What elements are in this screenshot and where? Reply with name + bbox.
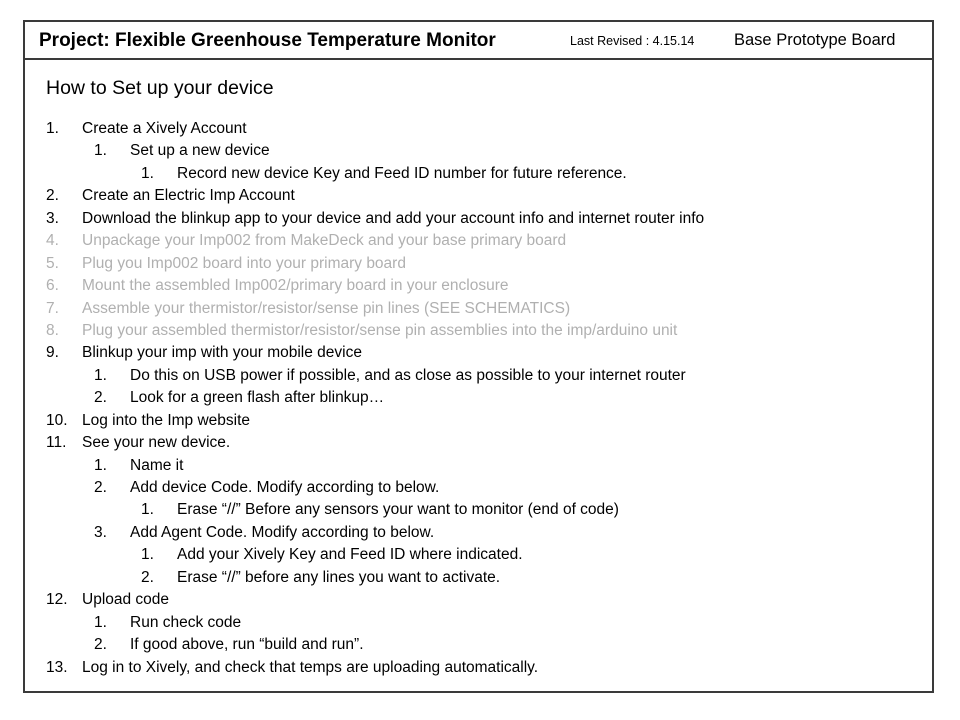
list-item-text: Log in to Xively, and check that temps are uploading automatically. <box>82 658 539 676</box>
list-item-number: 9. <box>46 344 59 362</box>
list-item-text: If good above, run “build and run”. <box>130 636 364 654</box>
list-item-text: Log into the Imp website <box>82 411 251 429</box>
header-bar <box>25 22 932 60</box>
list-item-number: 10. <box>46 411 68 429</box>
list-item-text: Mount the assembled Imp002/primary board in your enclosure <box>82 277 509 295</box>
list-item-number: 5. <box>46 254 59 272</box>
list-item-text: See your new device. <box>82 434 231 452</box>
list-item-number: 1. <box>141 501 154 519</box>
list-item-text: Name it <box>130 456 184 474</box>
list-item <box>25 298 932 320</box>
list-item <box>25 612 932 634</box>
list-item-number: 1. <box>94 142 107 160</box>
list-item <box>25 365 932 387</box>
list-item-text: Record new device Key and Feed ID number for future reference. <box>177 164 627 182</box>
board-name: Base Prototype Board <box>734 31 896 49</box>
list-item <box>25 522 932 544</box>
section-title: How to Set up your device <box>46 77 274 99</box>
list-item-text: Upload code <box>82 591 170 609</box>
list-item <box>25 163 932 185</box>
list-item <box>25 410 932 432</box>
setup-steps-list <box>25 118 932 679</box>
list-item <box>25 589 932 611</box>
list-item-number: 1. <box>141 546 154 564</box>
list-item-number: 2. <box>141 568 154 586</box>
list-item-number: 1. <box>94 456 107 474</box>
list-item-text: Set up a new device <box>130 142 270 160</box>
list-item-text: Run check code <box>130 613 242 631</box>
list-item <box>25 387 932 409</box>
list-item-text: Add Agent Code. Modify according to below. <box>130 523 435 541</box>
list-item-number: 1. <box>46 120 59 137</box>
slide-frame <box>23 20 934 693</box>
list-item-number: 2. <box>94 389 107 407</box>
list-item-number: 11. <box>46 434 67 452</box>
list-item-number: 4. <box>46 232 59 250</box>
list-item <box>25 342 932 364</box>
list-item <box>25 499 932 521</box>
list-item-number: 3. <box>94 523 107 541</box>
list-item-number: 1. <box>94 366 107 384</box>
list-item-text: Add your Xively Key and Feed ID where indicated. <box>177 546 523 564</box>
list-item-number: 1. <box>141 164 154 182</box>
list-item-number: 6. <box>46 277 59 295</box>
list-item <box>25 657 932 679</box>
list-item-text: Assemble your thermistor/resistor/sense pin lines (SEE SCHEMATICS) <box>82 299 571 317</box>
list-item-text: Erase “//” Before any sensors your want to monitor (end of code) <box>177 501 619 519</box>
list-item <box>25 544 932 566</box>
list-item-number: 8. <box>46 321 59 339</box>
list-item-number: 2. <box>46 187 59 205</box>
last-revised-date: Last Revised : 4.15.14 <box>570 34 695 48</box>
list-item <box>25 253 932 275</box>
list-item <box>25 275 932 297</box>
list-item-number: 2. <box>94 479 107 496</box>
list-item <box>25 118 932 140</box>
list-item-text: Unpackage your Imp002 from MakeDeck and your base primary board <box>82 232 567 250</box>
list-item-text: Blinkup your imp with your mobile device <box>82 344 362 362</box>
list-item-number: 12. <box>46 591 68 609</box>
list-item-text: Create a Xively Account <box>82 120 247 137</box>
list-item-text: Plug your assembled thermistor/resistor/sense pin assemblies into the imp/arduino unit <box>82 321 678 339</box>
list-item-number: 2. <box>94 636 107 654</box>
list-item <box>25 567 932 589</box>
list-item <box>25 432 932 454</box>
list-item <box>25 230 932 252</box>
list-item <box>25 140 932 162</box>
list-item <box>25 477 932 499</box>
list-item <box>25 634 932 656</box>
list-item <box>25 208 932 230</box>
list-item-text: Create an Electric Imp Account <box>82 187 295 205</box>
list-item-text: Plug you Imp002 board into your primary board <box>82 254 406 272</box>
list-item-number: 7. <box>46 299 59 317</box>
list-item-text: Download the blinkup app to your device and add your account info and internet router info <box>82 209 705 227</box>
list-item <box>25 185 932 207</box>
list-item-number: 1. <box>94 613 107 631</box>
list-item-number: 13. <box>46 658 68 676</box>
list-item-number: 3. <box>46 209 59 227</box>
list-item <box>25 455 932 477</box>
list-item <box>25 320 932 342</box>
project-title: Project: Flexible Greenhouse Temperature Monitor <box>39 30 496 51</box>
list-item-text: Add device Code. Modify according to below. <box>130 479 440 496</box>
list-item-text: Erase “//” before any lines you want to activate. <box>177 568 501 586</box>
list-item-text: Look for a green flash after blinkup… <box>130 389 385 407</box>
list-item-text: Do this on USB power if possible, and as close as possible to your internet router <box>130 366 686 384</box>
